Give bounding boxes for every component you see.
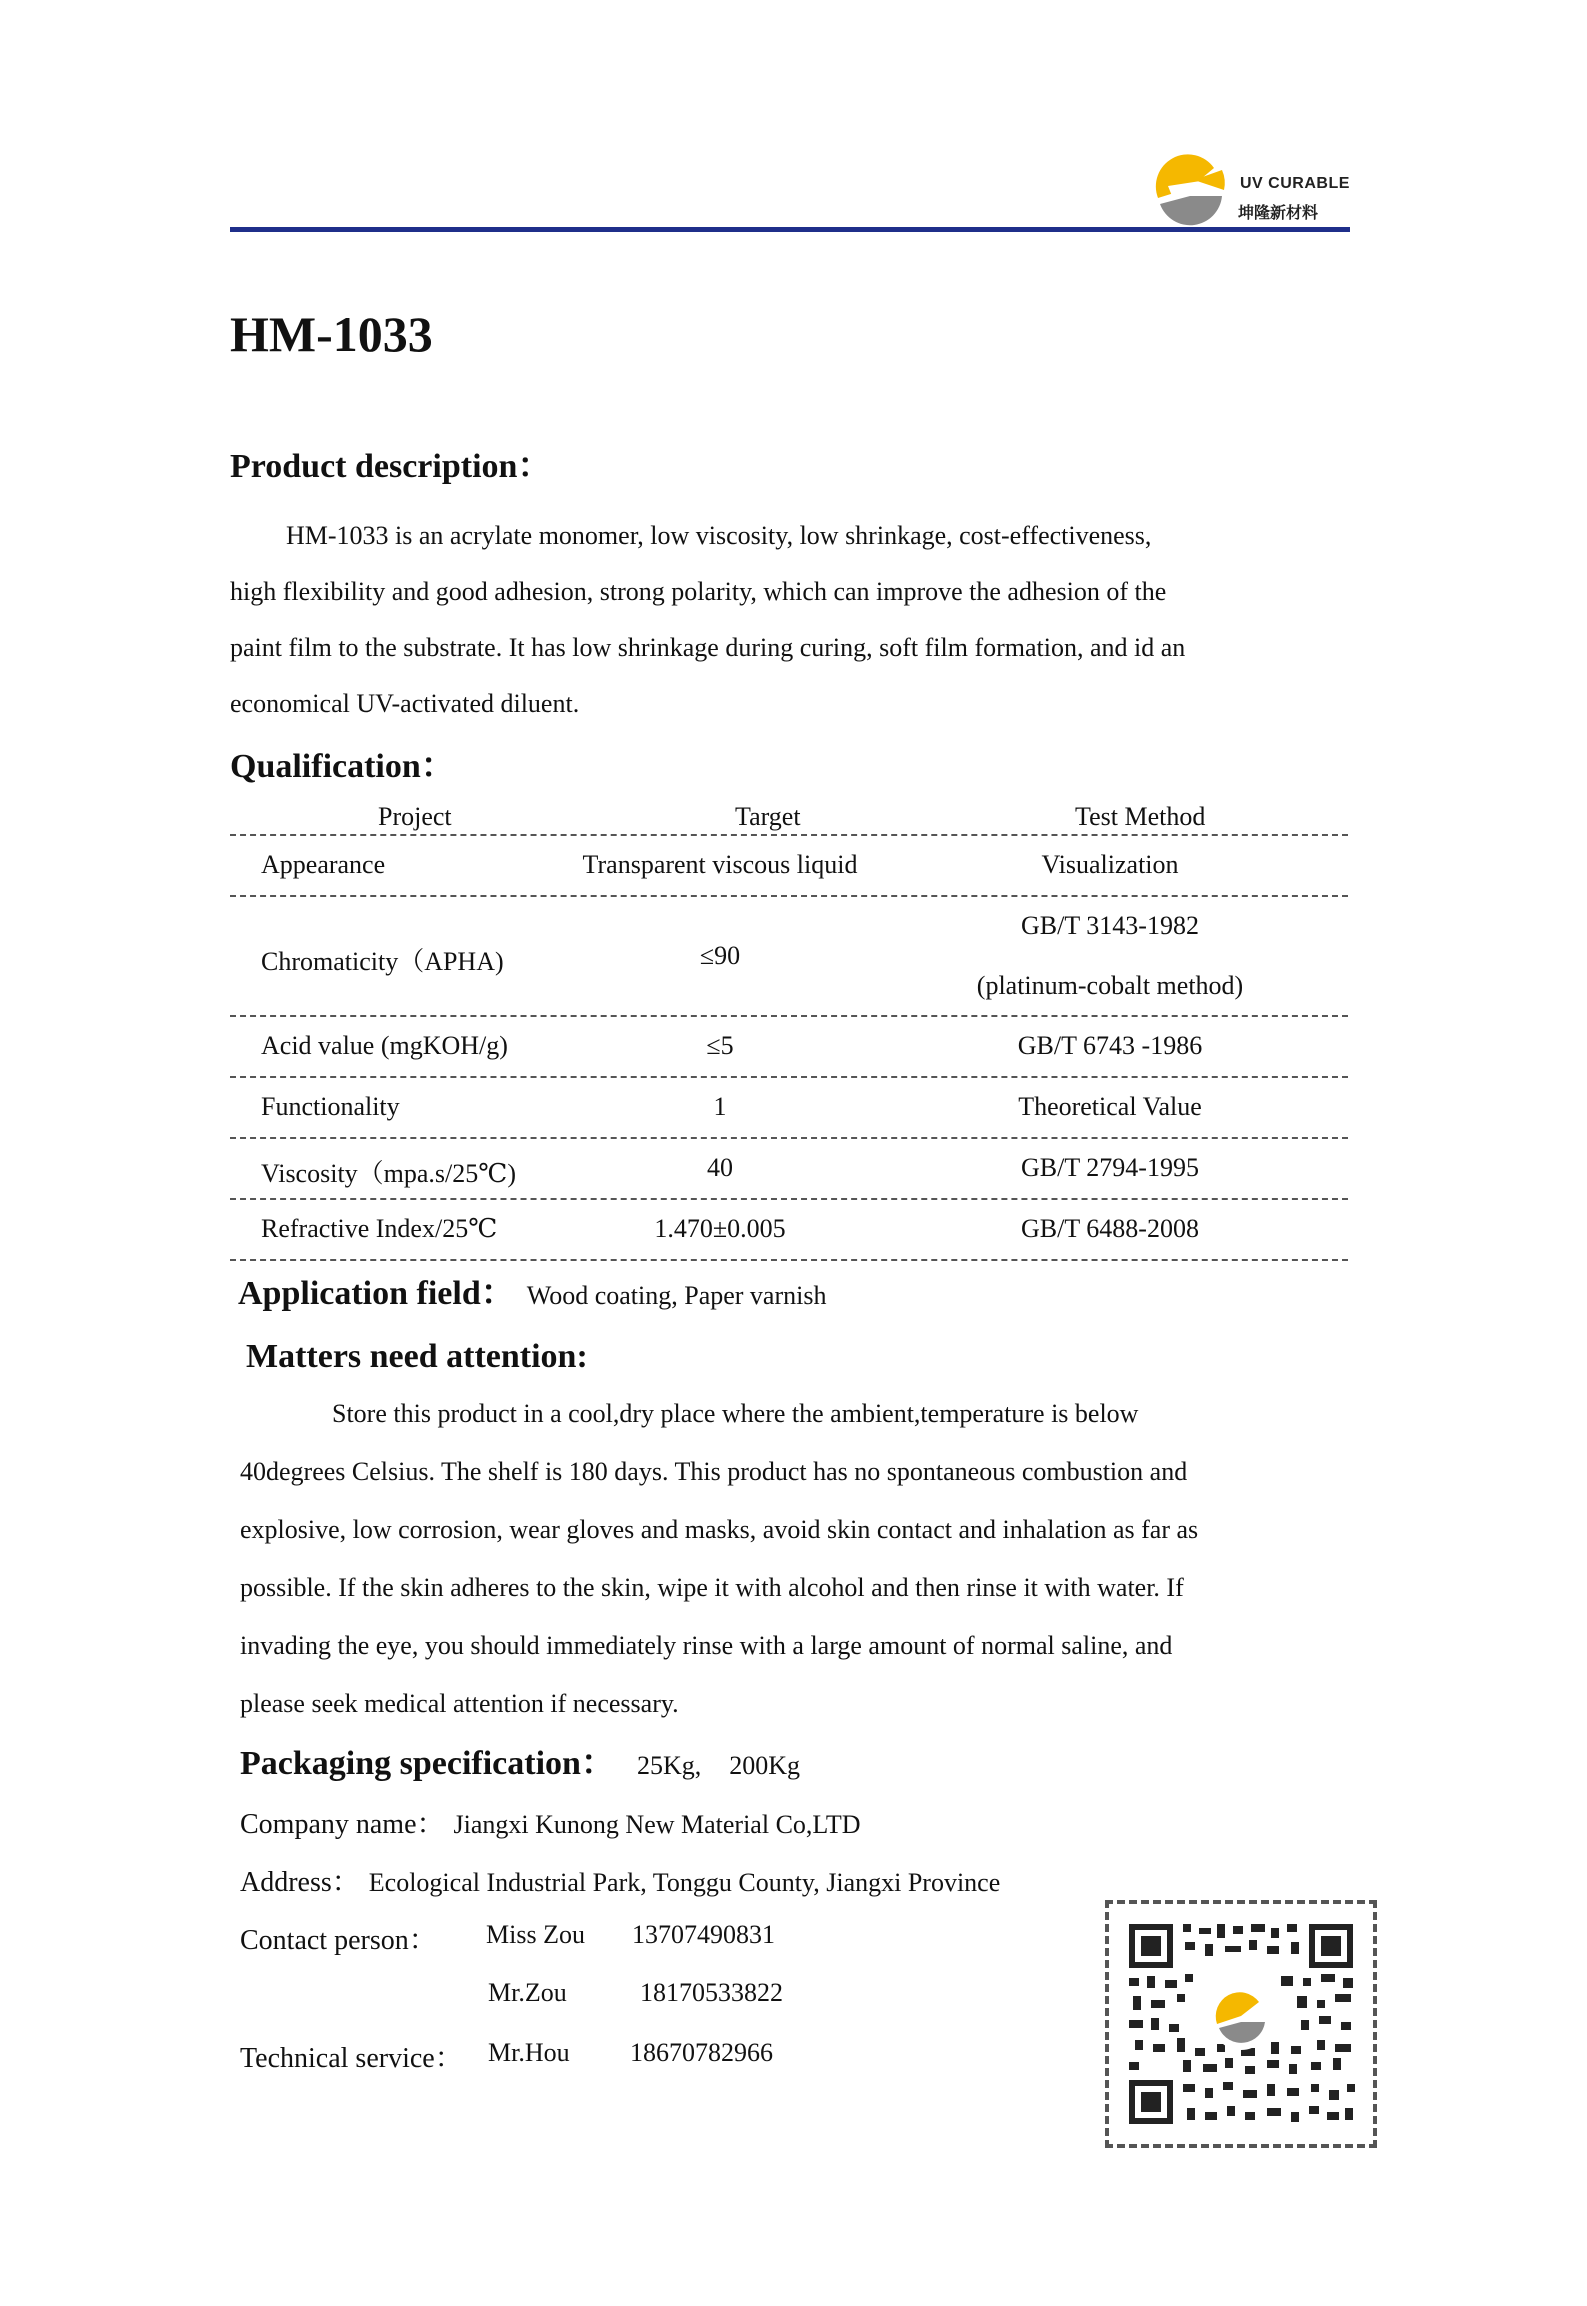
company-value: Jiangxi Kunong New Material Co,LTD <box>453 1810 861 1839</box>
cell-target: ≤5 <box>706 1031 734 1060</box>
attention-line: invading the eye, you should immediately rinse with a large amount of normal saline, and <box>240 1631 1173 1660</box>
address-label: Address： <box>240 1867 360 1898</box>
table-row <box>230 1139 1348 1200</box>
packaging-section <box>240 1735 800 1784</box>
cell-method: GB/T 6488-2008 <box>1021 1214 1199 1243</box>
product-title: HM-1033 <box>230 306 433 362</box>
cell-method: Theoretical Value <box>1018 1092 1202 1121</box>
column-header-method: Test Method <box>1075 802 1206 831</box>
attention-heading: Matters need attention: <box>246 1338 588 1375</box>
column-header-project: Project <box>378 802 452 831</box>
attention-line: explosive, low corrosion, wear gloves and masks, avoid skin contact and inhalation as far as <box>240 1515 1199 1544</box>
attention-line: Store this product in a cool,dry place where the ambient,temperature is below <box>332 1399 1139 1428</box>
cell-project: Refractive Index/25℃ <box>261 1214 498 1243</box>
description-line: HM-1033 is an acrylate monomer, low viscosity, low shrinkage, cost-effectiveness, <box>286 521 1152 550</box>
contact-label: Contact person： <box>240 1925 437 1956</box>
cell-method: GB/T 3143-1982 <box>1021 911 1199 940</box>
description-body <box>230 508 1340 732</box>
logo-text-en: UV CURABLE <box>1240 175 1350 192</box>
cell-target: Transparent viscous liquid <box>582 850 858 879</box>
company-row <box>240 1802 861 1842</box>
cell-method: Visualization <box>1041 850 1179 879</box>
contact-name: Miss Zou <box>486 1920 585 1949</box>
cell-target: 1 <box>713 1092 727 1121</box>
contact-phone: 18170533822 <box>640 1978 783 2007</box>
qualification-heading: Qualification： <box>230 748 455 785</box>
cell-method: GB/T 2794-1995 <box>1021 1153 1199 1182</box>
table-header-row <box>230 800 1348 836</box>
packaging-heading: Packaging specification： <box>240 1745 615 1782</box>
table-row <box>230 897 1348 1017</box>
cell-target: 40 <box>707 1153 733 1182</box>
cell-project: Functionality <box>261 1092 400 1121</box>
cell-project: Appearance <box>261 850 386 879</box>
cell-project: Chromaticity（APHA) <box>261 947 504 976</box>
description-line: high flexibility and good adhesion, strong polarity, which can improve the adhesion of the <box>230 577 1167 606</box>
application-heading: Application field： <box>238 1275 515 1312</box>
attention-line: possible. If the skin adheres to the skin, wipe it with alcohol and then rinse it with water. If <box>240 1573 1184 1602</box>
table-row <box>230 1017 1348 1078</box>
contact-name: Mr.Zou <box>488 1978 567 2007</box>
qr-code-frame <box>1105 1900 1377 2148</box>
logo-icon <box>1150 150 1230 230</box>
address-row <box>240 1860 1000 1900</box>
technical-phone: 18670782966 <box>630 2038 773 2067</box>
header-rule <box>230 227 1350 232</box>
cell-project: Viscosity（mpa.s/25℃) <box>261 1159 517 1188</box>
cell-project: Acid value (mgKOH/g) <box>261 1031 508 1060</box>
attention-line: please seek medical attention if necessary. <box>240 1689 679 1718</box>
qualification-table <box>230 800 1348 1261</box>
packaging-value: 200Kg <box>729 1751 800 1780</box>
company-label: Company name： <box>240 1809 445 1840</box>
table-row <box>230 836 1348 897</box>
application-section <box>238 1265 826 1314</box>
company-logo-mark <box>1150 150 1230 230</box>
application-value: Wood coating, Paper varnish <box>526 1281 827 1310</box>
attention-body <box>240 1385 1350 1733</box>
packaging-value: 25Kg, <box>636 1751 702 1780</box>
table-row <box>230 1078 1348 1139</box>
cell-target: ≤90 <box>699 941 741 970</box>
description-line: paint film to the substrate. It has low shrinkage during curing, soft film formation, and id an <box>230 633 1186 662</box>
column-header-target: Target <box>735 802 801 831</box>
table-row <box>230 1200 1348 1261</box>
cell-target: 1.470±0.005 <box>654 1214 786 1243</box>
contact-phone: 13707490831 <box>632 1920 775 1949</box>
cell-method: GB/T 6743 -1986 <box>1017 1031 1203 1060</box>
attention-line: 40degrees Celsius. The shelf is 180 days. This product has no spontaneous combustion and <box>240 1457 1188 1486</box>
description-heading: Product description： <box>230 448 552 485</box>
technical-label: Technical service： <box>240 2043 463 2074</box>
qr-code-icon <box>1121 1916 1361 2132</box>
address-value: Ecological Industrial Park, Tonggu County, Jiangxi Province <box>368 1868 1001 1897</box>
technical-name: Mr.Hou <box>488 2038 570 2067</box>
cell-method-note: (platinum-cobalt method) <box>976 971 1244 1000</box>
description-line: economical UV-activated diluent. <box>230 689 580 718</box>
logo-text-cn: 坤隆新材料 <box>1238 203 1319 222</box>
